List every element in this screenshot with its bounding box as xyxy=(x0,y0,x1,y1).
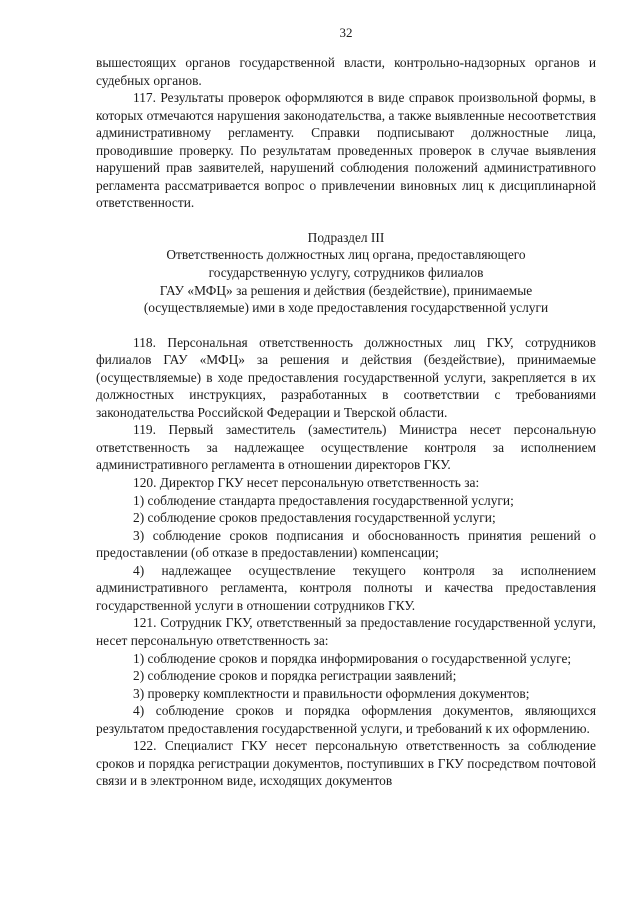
paragraph-117: 117. Результаты проверок оформляются в виде справок произвольной формы, в которых отмечаются нарушения законодательства, а также выявленные несоответствия административному регламенту. Справки подписывают должностные лица, проводившие проверку. По результатам проведенных проверок в случае выявления нарушений прав заявителей, нарушений соблюдения положений административного регламента рассматривается вопрос о привлечении виновных лиц к дисциплинарной ответственности. xyxy=(96,90,596,211)
subsection-title-line: государственную услугу, сотрудников филиалов xyxy=(208,265,484,281)
paragraph-122: 122. Специалист ГКУ несет персональную ответственность за соблюдение сроков и порядка регистрации документов, поступивших в ГКУ посредством почтовой связи и в электронном виде, исходящих документов xyxy=(96,738,596,789)
paragraph-118: 118. Персональная ответственность должностных лиц ГКУ, сотрудников филиалов ГАУ «МФЦ» за решения и действия (бездействие), принимаемые (осуществляемые) в ходе предоставления государственной услуги, закрепляется в их должностных инструкциях, разработанных в соответствии с требованиями законодательства Российской Федерации и Тверской области. xyxy=(96,334,596,420)
list-item: 1) соблюдение сроков и порядка информирования о государственной услуге; xyxy=(133,650,572,666)
subsection-label: Подраздел III xyxy=(307,229,385,245)
paragraph-121-intro: 121. Сотрудник ГКУ, ответственный за предоставление государственной услуги, несет персональную ответственность за: xyxy=(96,615,596,648)
page-number: 32 xyxy=(339,25,353,40)
list-item: 3) проверку комплектности и правильности оформления документов; xyxy=(133,685,530,701)
subsection-title-line: ГАУ «МФЦ» за решения и действия (бездействие), принимаемые xyxy=(159,282,533,298)
intro-continuation-paragraph: вышестоящих органов государственной власти, контрольно-надзорных органов и судебных органов. xyxy=(96,55,596,88)
list-item: 3) соблюдение сроков подписания и обоснованность принятия решений о предоставлении (об отказе в предоставлении) компенсации; xyxy=(96,527,596,561)
list-item: 1) соблюдение стандарта предоставления государственной услуги; xyxy=(133,492,514,508)
paragraph-120-intro: 120. Директор ГКУ несет персональную ответственность за: xyxy=(133,475,480,491)
subsection-title-line: (осуществляемые) ими в ходе предоставления государственной услуги xyxy=(143,300,549,316)
list-item: 4) соблюдение сроков и порядка оформления документов, являющихся результатом предоставления государственной услуги, и требований к их оформлению. xyxy=(96,703,596,736)
subsection-title-line: Ответственность должностных лиц органа, предоставляющего xyxy=(166,247,526,263)
list-item: 2) соблюдение сроков предоставления государственной услуги; xyxy=(133,510,496,526)
document-page xyxy=(96,24,596,790)
list-item: 2) соблюдение сроков и порядка регистрации заявлений; xyxy=(133,668,457,684)
paragraph-119: 119. Первый заместитель (заместитель) Министра несет персональную ответственность за надлежащее осуществление контроля за исполнением административного регламента в отношении директоров ГКУ. xyxy=(96,422,596,473)
list-item: 4) надлежащее осуществление текущего контроля за исполнением административного регламента, контроля полноты и качества предоставления государственной услуги в отношении сотрудников ГКУ. xyxy=(96,562,596,613)
subsection-heading xyxy=(96,229,596,317)
